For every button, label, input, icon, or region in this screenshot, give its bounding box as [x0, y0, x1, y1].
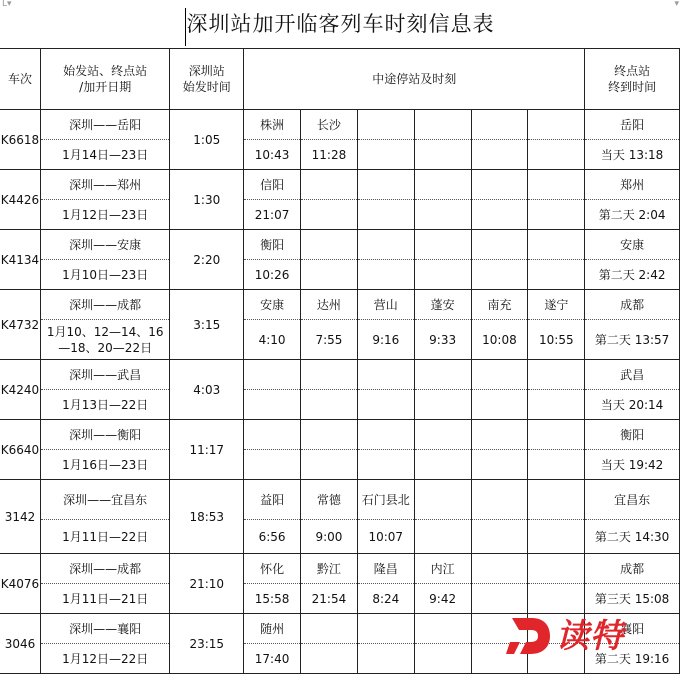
arrive-time-cell: 第二天 13:57 [585, 320, 680, 360]
train-number-cell: 3142 [0, 480, 40, 554]
stop-station-cell: 营山 [357, 290, 414, 320]
table-row [0, 360, 680, 390]
table-row [0, 420, 680, 450]
stop-station-cell [414, 420, 471, 450]
stop-station-cell [528, 230, 585, 260]
stop-station-cell [414, 360, 471, 390]
document-title[interactable]: 深圳站加开临客列车时刻信息表 [186, 12, 495, 36]
dest-station-cell: 武昌 [585, 360, 680, 390]
stop-time-cell [357, 644, 414, 674]
stop-time-cell [301, 200, 358, 230]
stop-time-cell: 9:00 [301, 520, 358, 554]
depart-time-cell: 1:05 [170, 110, 244, 170]
stop-station-cell: 南充 [471, 290, 528, 320]
arrive-time-cell: 当天 13:18 [585, 140, 680, 170]
stop-station-cell: 衡阳 [244, 230, 301, 260]
train-number-cell: K4732 [0, 290, 40, 360]
stop-station-cell [471, 554, 528, 584]
stop-time-cell: 10:43 [244, 140, 301, 170]
table-row-times [0, 584, 680, 614]
table-row-times [0, 450, 680, 480]
route-cell: 深圳——成都 [40, 554, 169, 584]
header-depart-line2: 始发时间 [182, 80, 231, 94]
stop-time-cell [357, 140, 414, 170]
stop-station-cell [471, 480, 528, 520]
dates-cell: 1月11日—21日 [40, 584, 169, 614]
stop-station-cell [357, 420, 414, 450]
table-row-times [0, 520, 680, 554]
table-row [0, 230, 680, 260]
stop-time-cell [414, 450, 471, 480]
route-cell: 深圳——岳阳 [40, 110, 169, 140]
stop-station-cell [528, 554, 585, 584]
stop-station-cell [528, 420, 585, 450]
arrive-time-cell: 当天 20:14 [585, 390, 680, 420]
stop-time-cell [301, 450, 358, 480]
stop-time-cell [244, 450, 301, 480]
stop-station-cell [414, 480, 471, 520]
arrive-time-cell: 第二天 19:16 [585, 644, 680, 674]
stop-time-cell [471, 450, 528, 480]
stop-station-cell [528, 480, 585, 520]
stop-station-cell: 遂宁 [528, 290, 585, 320]
header-train [0, 49, 40, 110]
stop-time-cell: 11:28 [301, 140, 358, 170]
stop-time-cell [414, 644, 471, 674]
stop-time-cell: 4:10 [244, 320, 301, 360]
stop-time-cell [301, 260, 358, 290]
stop-time-cell [528, 584, 585, 614]
header-dest-line1: 终点站 [614, 64, 651, 78]
stop-station-cell: 随州 [244, 614, 301, 644]
stop-station-cell: 内江 [414, 554, 471, 584]
depart-time-cell: 18:53 [170, 480, 244, 554]
dates-cell: 1月12日—22日 [40, 644, 169, 674]
stop-station-cell: 株洲 [244, 110, 301, 140]
stop-station-cell [414, 170, 471, 200]
stop-time-cell [471, 520, 528, 554]
dates-cell: 1月10、12—14、16—18、20—22日 [40, 320, 169, 360]
table-row-times [0, 320, 680, 360]
watermark-text: 读特 [556, 616, 624, 655]
arrive-time-cell: 当天 19:42 [585, 450, 680, 480]
stop-station-cell [301, 230, 358, 260]
stop-station-cell [528, 110, 585, 140]
header-dest [585, 49, 680, 110]
stop-station-cell [471, 360, 528, 390]
table-row-times [0, 390, 680, 420]
stop-time-cell [528, 450, 585, 480]
header-depart [170, 49, 244, 110]
stop-station-cell: 信阳 [244, 170, 301, 200]
arrive-time-cell: 第三天 15:08 [585, 584, 680, 614]
dest-station-cell: 成都 [585, 290, 680, 320]
stop-station-cell: 隆昌 [357, 554, 414, 584]
stop-station-cell [414, 230, 471, 260]
stop-time-cell [471, 200, 528, 230]
stop-station-cell [357, 360, 414, 390]
route-cell: 深圳——襄阳 [40, 614, 169, 644]
stop-station-cell [244, 420, 301, 450]
table-row [0, 290, 680, 320]
dest-station-cell: 岳阳 [585, 110, 680, 140]
train-number-cell: K6640 [0, 420, 40, 480]
schedule-body [0, 110, 680, 674]
stop-station-cell [471, 230, 528, 260]
train-number-cell: K4134 [0, 230, 40, 290]
stop-station-cell [528, 360, 585, 390]
stop-time-cell [528, 140, 585, 170]
dates-cell: 1月16日—23日 [40, 450, 169, 480]
stop-time-cell: 15:58 [244, 584, 301, 614]
dates-cell: 1月12日—23日 [40, 200, 169, 230]
dest-station-cell: 郑州 [585, 170, 680, 200]
stop-station-cell: 石门县北 [357, 480, 414, 520]
train-number-cell: K4076 [0, 554, 40, 614]
stop-station-cell: 长沙 [301, 110, 358, 140]
stop-time-cell [414, 260, 471, 290]
arrive-time-cell: 第二天 2:42 [585, 260, 680, 290]
corner-mark-right: ▾ [674, 0, 679, 9]
depart-time-cell: 21:10 [170, 554, 244, 614]
stop-time-cell [528, 390, 585, 420]
depart-time-cell: 3:15 [170, 290, 244, 360]
route-cell: 深圳——武昌 [40, 360, 169, 390]
stop-time-cell: 8:24 [357, 584, 414, 614]
dest-station-cell: 襄阳 [585, 614, 680, 644]
stop-station-cell [357, 110, 414, 140]
stop-station-cell [528, 170, 585, 200]
stop-station-cell: 黔江 [301, 554, 358, 584]
dute-watermark [506, 612, 656, 662]
depart-time-cell: 1:30 [170, 170, 244, 230]
stop-station-cell [357, 614, 414, 644]
table-row-times [0, 140, 680, 170]
route-cell: 深圳——成都 [40, 290, 169, 320]
dates-cell: 1月10日—23日 [40, 260, 169, 290]
stop-time-cell [528, 260, 585, 290]
depart-time-cell: 2:20 [170, 230, 244, 290]
arrive-time-cell: 第二天 2:04 [585, 200, 680, 230]
stop-station-cell [301, 614, 358, 644]
stop-time-cell: 9:16 [357, 320, 414, 360]
stop-time-cell [244, 390, 301, 420]
stop-time-cell [301, 644, 358, 674]
stop-station-cell [301, 420, 358, 450]
stop-station-cell [414, 110, 471, 140]
header-row [0, 49, 680, 110]
stop-time-cell: 21:07 [244, 200, 301, 230]
dest-station-cell: 宜昌东 [585, 480, 680, 520]
table-row [0, 110, 680, 140]
stop-time-cell: 6:56 [244, 520, 301, 554]
stop-station-cell [471, 110, 528, 140]
train-number-cell: K4240 [0, 360, 40, 420]
corner-mark-left: L▾ [2, 0, 12, 9]
stop-station-cell: 蓬安 [414, 290, 471, 320]
arrive-time-cell: 第二天 14:30 [585, 520, 680, 554]
train-number-cell: 3046 [0, 614, 40, 674]
stop-time-cell [414, 200, 471, 230]
stop-station-cell: 怀化 [244, 554, 301, 584]
stop-time-cell [528, 200, 585, 230]
table-row [0, 170, 680, 200]
stop-station-cell [301, 360, 358, 390]
header-train-label: 车次 [7, 72, 32, 86]
stop-time-cell [357, 260, 414, 290]
stop-time-cell: 10:08 [471, 320, 528, 360]
stop-time-cell: 7:55 [301, 320, 358, 360]
table-row-times [0, 260, 680, 290]
stop-time-cell [357, 390, 414, 420]
header-stops-label: 中途停站及时刻 [372, 72, 457, 86]
route-cell: 深圳——安康 [40, 230, 169, 260]
stop-time-cell [357, 450, 414, 480]
header-origin [40, 49, 169, 110]
header-origin-line1: 始发站、终点站 [63, 64, 148, 78]
dates-cell: 1月13日—22日 [40, 390, 169, 420]
stop-time-cell [471, 390, 528, 420]
schedule-table [0, 48, 680, 674]
stop-time-cell [471, 140, 528, 170]
dest-station-cell: 衡阳 [585, 420, 680, 450]
stop-time-cell: 17:40 [244, 644, 301, 674]
stop-station-cell: 常德 [301, 480, 358, 520]
stop-station-cell [301, 170, 358, 200]
stop-station-cell: 益阳 [244, 480, 301, 520]
dates-cell: 1月14日—23日 [40, 140, 169, 170]
table-row [0, 480, 680, 520]
header-depart-line1: 深圳站 [188, 64, 225, 78]
stop-station-cell [357, 170, 414, 200]
stop-time-cell: 10:26 [244, 260, 301, 290]
stop-time-cell [528, 520, 585, 554]
stop-time-cell: 21:54 [301, 584, 358, 614]
stop-time-cell: 9:42 [414, 584, 471, 614]
stop-time-cell [471, 584, 528, 614]
dest-station-cell: 安康 [585, 230, 680, 260]
depart-time-cell: 4:03 [170, 360, 244, 420]
header-stops [244, 49, 585, 110]
stop-time-cell [414, 390, 471, 420]
route-cell: 深圳——郑州 [40, 170, 169, 200]
route-cell: 深圳——宜昌东 [40, 480, 169, 520]
depart-time-cell: 23:15 [170, 614, 244, 674]
stop-station-cell: 达州 [301, 290, 358, 320]
stop-time-cell [414, 520, 471, 554]
header-dest-line2: 终到时间 [608, 80, 657, 94]
stop-station-cell [357, 230, 414, 260]
table-row-times [0, 200, 680, 230]
stop-time-cell: 10:07 [357, 520, 414, 554]
stop-station-cell [244, 360, 301, 390]
train-number-cell: K4426 [0, 170, 40, 230]
dest-station-cell: 成都 [585, 554, 680, 584]
dates-cell: 1月11日—22日 [40, 520, 169, 554]
stop-station-cell [471, 170, 528, 200]
stop-time-cell [414, 140, 471, 170]
train-number-cell: K6618 [0, 110, 40, 170]
stop-time-cell: 10:55 [528, 320, 585, 360]
stop-time-cell [357, 200, 414, 230]
stop-time-cell [471, 260, 528, 290]
stop-station-cell: 安康 [244, 290, 301, 320]
stop-station-cell [471, 420, 528, 450]
stop-time-cell [301, 390, 358, 420]
stop-station-cell [414, 614, 471, 644]
stop-time-cell: 9:33 [414, 320, 471, 360]
depart-time-cell: 11:17 [170, 420, 244, 480]
d-logo-icon [506, 612, 554, 660]
route-cell: 深圳——衡阳 [40, 420, 169, 450]
header-origin-line2: /加开日期 [79, 80, 132, 94]
table-row [0, 554, 680, 584]
